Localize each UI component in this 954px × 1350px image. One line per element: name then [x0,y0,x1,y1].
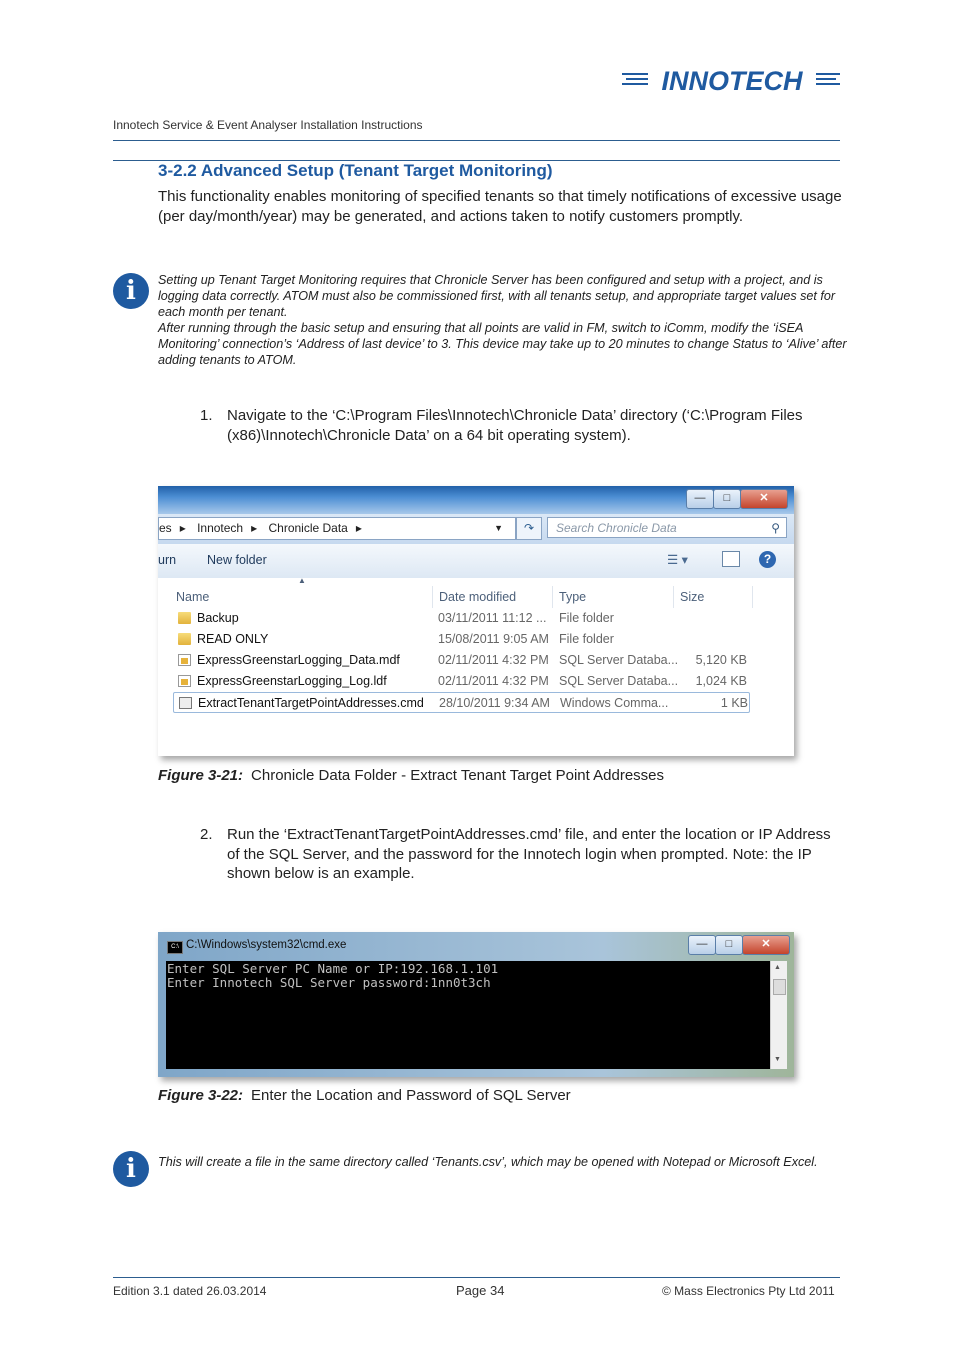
footer-rule [113,1277,840,1278]
window-controls [687,489,788,507]
explorer-toolbar [158,544,794,579]
header-rule [113,140,840,141]
column-name[interactable]: Name [176,590,210,604]
column-divider [432,586,433,608]
file-size: 5,120 KB [695,653,747,667]
file-type: File folder [559,632,614,646]
figure-label: Figure 3-22: [158,1087,244,1104]
file-list [158,578,794,756]
refresh-icon: ↷ [523,521,535,535]
console-line-2: Enter Innotech SQL Server password:1nn0t3ch [167,975,491,990]
note-setup-line2: After running through the basic setup and ensuring that all points are valid in FM, switch to iComm, modify the ‘iSEA Monitoring’ connection’s ‘Address of last device’ to 3. This device may take up to 20 minutes to change Status to ‘Alive’ after adding tenants to ATOM. [158,321,847,367]
figure-label: Figure 3-21: [158,767,244,784]
info-icon: i [113,1151,149,1187]
chevron-right-icon: ▸ [355,521,362,535]
file-row-data-mdf[interactable] [173,650,750,671]
breadcrumb[interactable] [158,517,516,540]
search-icon[interactable]: ⚲ [771,521,780,535]
cmd-window [158,932,794,1077]
minimize-button[interactable]: — [686,489,714,509]
file-row-extract-cmd[interactable] [173,692,750,713]
file-name: READ ONLY [197,632,269,646]
close-button[interactable]: ✕ [740,489,788,509]
file-name: ExtractTenantTargetPointAddresses.cmd [198,696,424,710]
column-divider [673,586,674,608]
window-controls [689,935,790,953]
search-input[interactable] [547,517,787,538]
folder-icon [178,633,191,645]
file-size: 1 KB [720,696,748,710]
file-size: 1,024 KB [695,674,747,688]
cmd-window-title: C:\Windows\system32\cmd.exe [186,939,347,951]
file-date: 28/10/2011 9:34 AM [439,696,550,710]
step-2-text: Run the ‘ExtractTenantTargetPointAddresses.cmd’ file, and enter the location or IP Address of the SQL Server, and the password for the Innotech login when prompted. Note: the IP shown below is an example. [227,826,831,882]
console-line-1: Enter SQL Server PC Name or IP:192.168.1.101 [167,961,499,976]
footer-copyright: © Mass Electronics Pty Ltd 2011 [662,1284,835,1298]
folder-icon [178,612,191,624]
chevron-right-icon: ▸ [251,521,258,535]
figure-3-21-caption [158,767,664,784]
maximize-button[interactable]: □ [713,489,741,509]
chevron-down-icon[interactable]: ▼ [494,523,503,533]
file-date: 15/08/2011 9:05 AM [438,632,549,646]
database-file-icon [178,654,191,666]
scroll-down-icon[interactable]: ▼ [774,1056,781,1063]
footer-edition: Edition 3.1 dated 26.03.2014 [113,1284,267,1298]
scroll-up-icon[interactable]: ▲ [774,964,781,971]
file-date: 02/11/2011 4:32 PM [438,674,549,688]
section-heading: 3-2.2 Advanced Setup (Tenant Target Monitoring) [158,161,553,180]
preview-pane-icon[interactable] [722,551,740,567]
document-title: Innotech Service & Event Analyser Installation Instructions [113,118,423,132]
file-name: Backup [197,611,239,625]
scroll-thumb[interactable] [773,979,786,995]
file-date: 02/11/2011 4:32 PM [438,653,549,667]
file-name: ExpressGreenstarLogging_Data.mdf [197,653,400,667]
file-date: 03/11/2011 11:12 ... [438,611,547,625]
figure-text: Chronicle Data Folder - Extract Tenant Target Point Addresses [251,767,665,784]
explorer-titlebar [158,486,794,514]
file-row-backup[interactable] [173,608,750,629]
minimize-button[interactable]: — [688,935,716,955]
innotech-logo [622,64,842,96]
file-row-log-ldf[interactable] [173,671,750,692]
breadcrumb-item[interactable]: Chronicle Data [268,521,348,535]
sort-arrow-icon: ▲ [298,576,306,585]
step-1-number: 1. [200,407,213,424]
file-type: SQL Server Databa... [559,674,679,688]
column-type[interactable]: Type [559,590,587,604]
column-divider [552,586,553,608]
note-setup [158,272,848,368]
step-2-number: 2. [200,826,213,843]
file-type: SQL Server Databa... [559,653,679,667]
scrollbar[interactable] [770,961,787,1069]
file-type: File folder [559,611,614,625]
step-1-text: Navigate to the ‘C:\Program Files\Innotech\Chronicle Data’ directory (‘C:\Program Files (x86)\Innotech\Chronicle Data’ on a 64 bit operating system). [227,407,803,444]
intro-paragraph: This functionality enables monitoring of specified tenants so that timely notifications of excessive usage (per day/month/year) may be generated, and actions taken to notify customers promptly. [158,188,842,225]
figure-3-22-caption [158,1087,571,1104]
maximize-button[interactable]: □ [715,935,743,955]
note-tenants-csv: This will create a file in the same directory called ‘Tenants.csv’, which may be opened with Notepad or Microsoft Excel. [158,1155,818,1169]
toolbar-item-return[interactable]: urn [158,553,177,567]
new-folder-button[interactable]: New folder [207,553,267,567]
close-button[interactable]: ✕ [742,935,790,955]
refresh-button[interactable] [516,517,542,540]
note-setup-line1: Setting up Tenant Target Monitoring requires that Chronicle Server has been configured and setup with a project, and is logging data correctly. ATOM must also be commissioned first, with all tenants setup, and appropriate target values set for each month per tenant. [158,273,836,319]
view-options-icon[interactable]: ☰ ▾ [667,553,688,567]
column-size[interactable]: Size [680,590,705,604]
cmd-file-icon [179,697,192,709]
console-icon: C:\ [167,941,183,954]
help-icon[interactable]: ? [759,551,776,568]
footer-page-number: Page 34 [456,1283,505,1298]
info-icon: i [113,273,149,309]
address-bar [158,514,794,544]
file-type: Windows Comma... [560,696,669,710]
explorer-window [158,486,794,756]
figure-text: Enter the Location and Password of SQL Server [251,1087,571,1104]
search-placeholder: Search Chronicle Data [556,521,677,535]
column-divider [752,586,753,608]
chevron-right-icon: ▸ [179,521,186,535]
breadcrumb-item[interactable]: es [159,521,172,535]
column-date-modified[interactable]: Date modified [439,590,517,604]
file-name: ExpressGreenstarLogging_Log.ldf [197,674,387,688]
breadcrumb-item[interactable]: Innotech [197,521,244,535]
svg-text:INNOTECH: INNOTECH [661,66,803,96]
database-file-icon [178,675,191,687]
file-row-read-only[interactable] [173,629,750,650]
console-output[interactable] [166,961,770,1069]
